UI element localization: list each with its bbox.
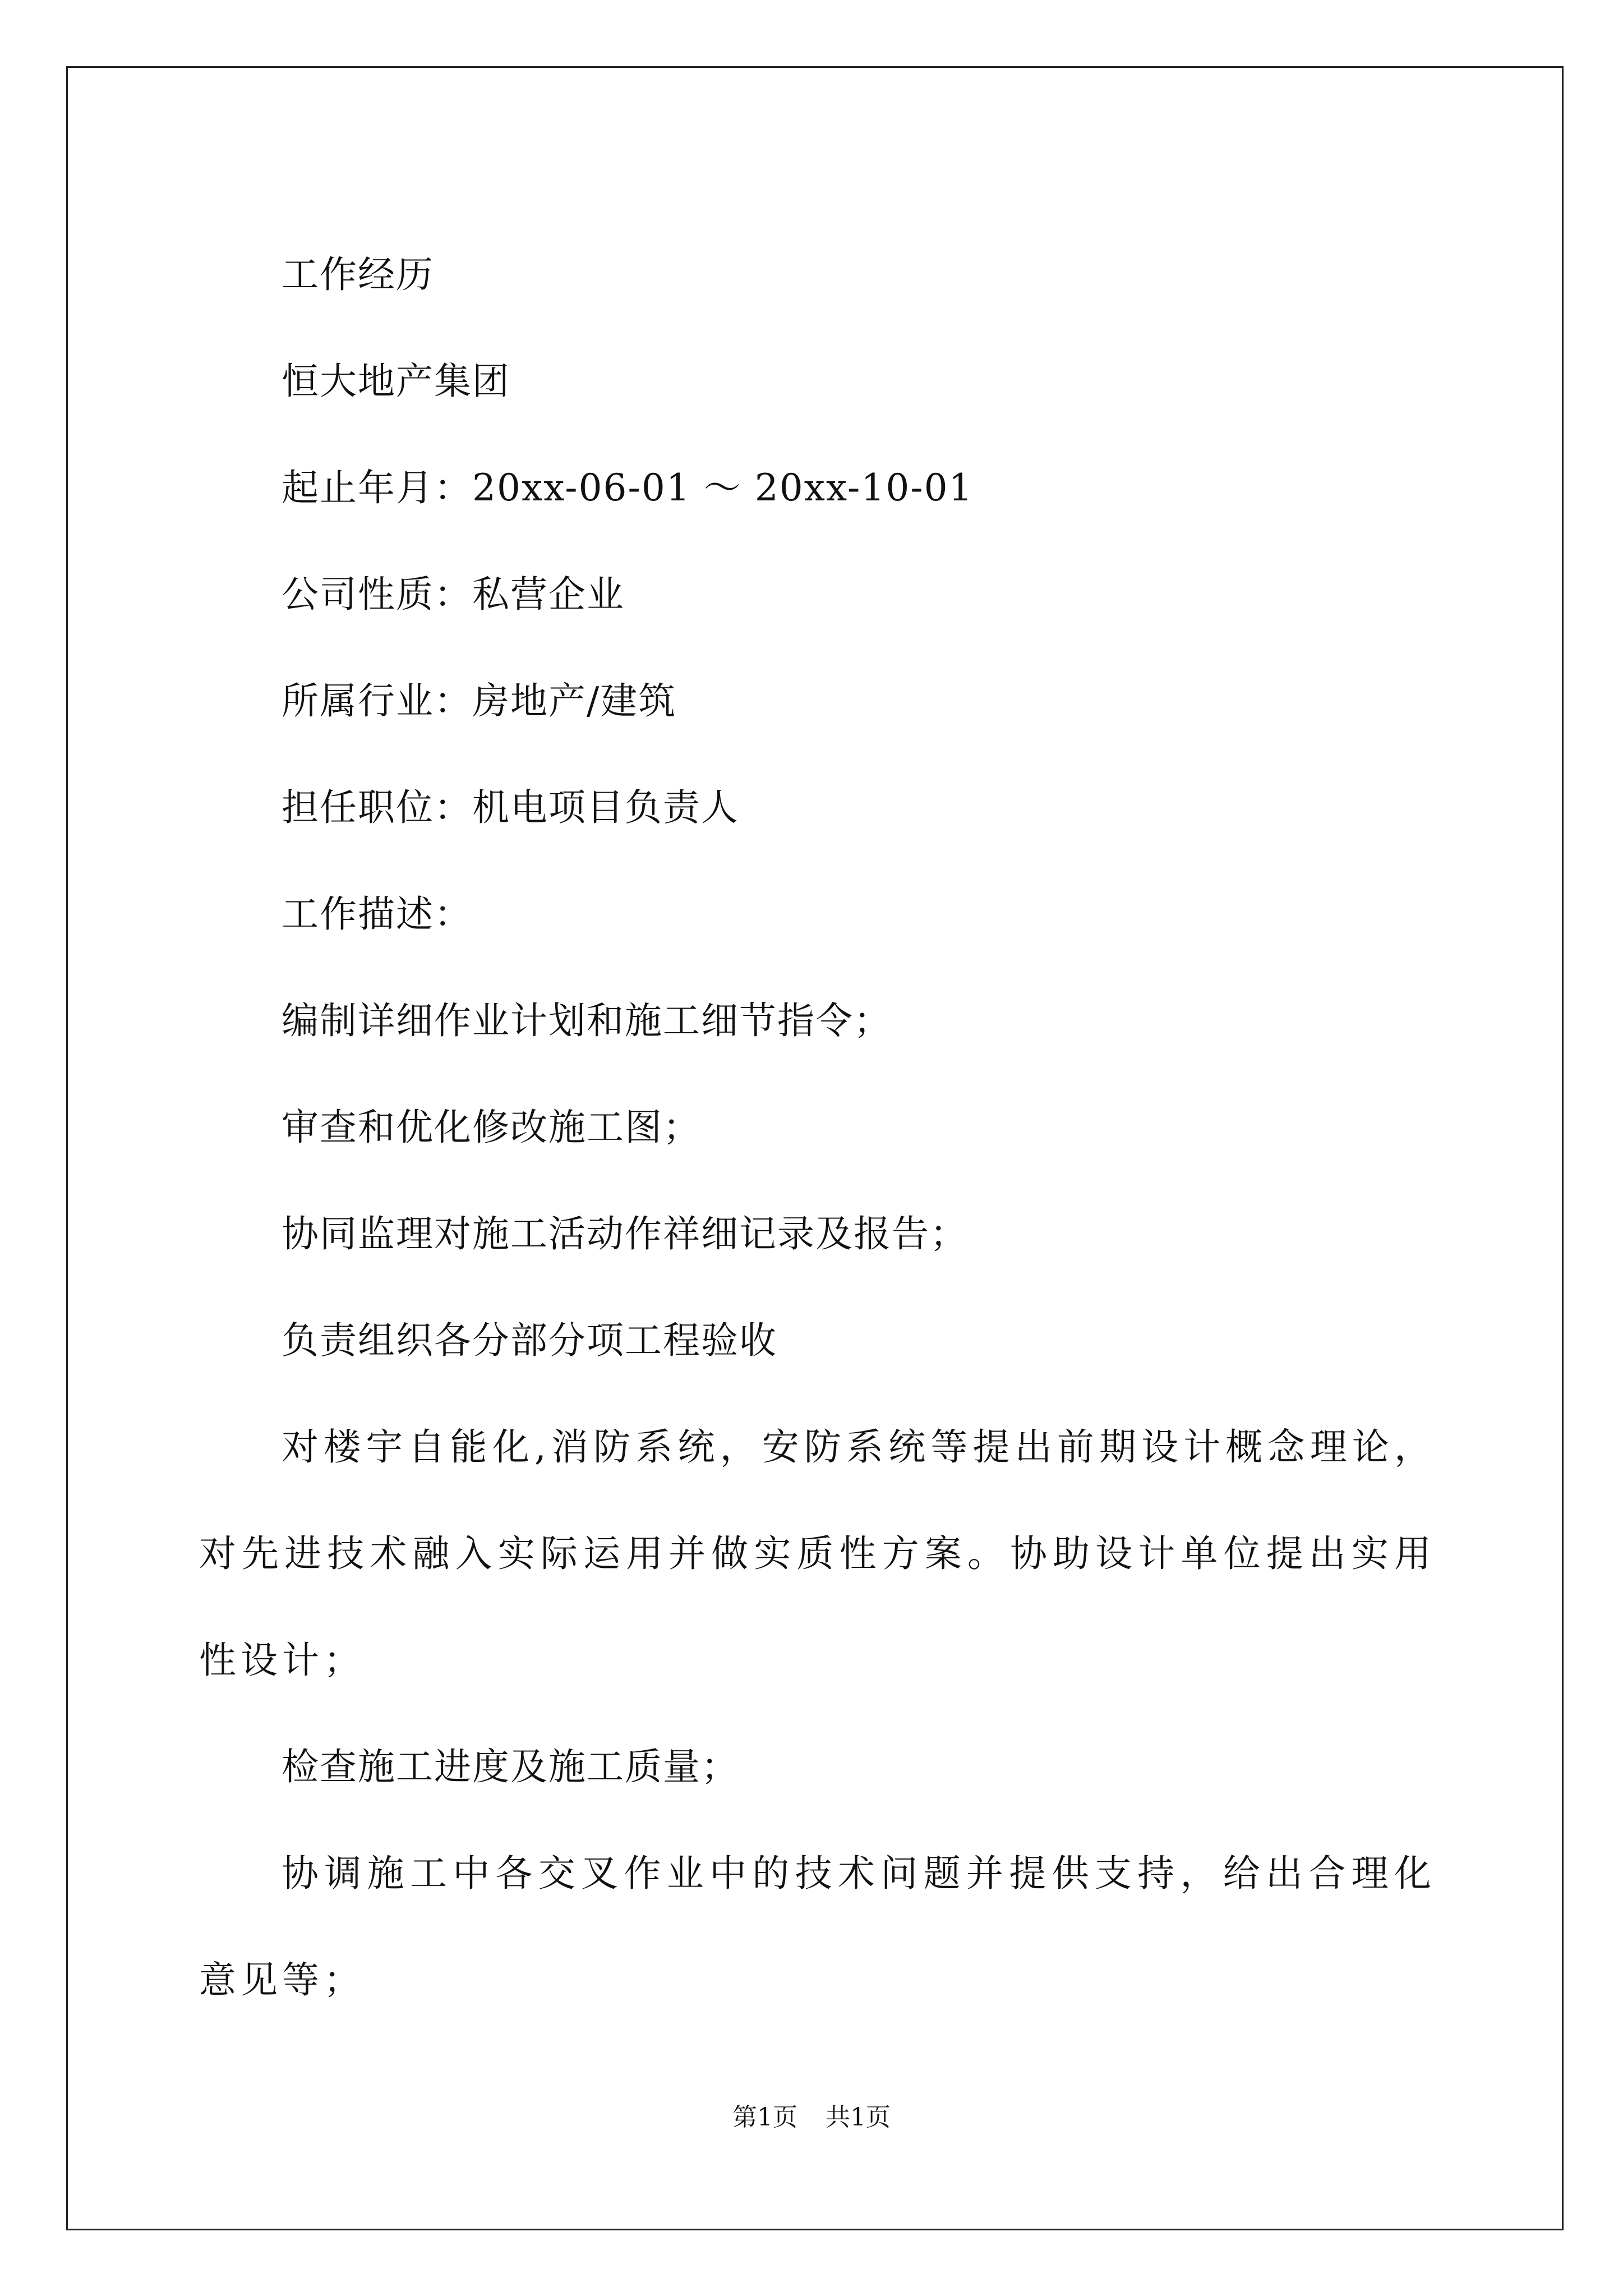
description-heading: 工作描述：: [282, 892, 472, 936]
duty-item: 编制详细作业计划和施工细节指令；: [282, 999, 892, 1042]
duty-paragraph: 协调施工中各交叉作业中的技术问题并提供支持，给出合理化意见等；: [199, 1852, 1436, 2001]
company-name: 恒大地产集团: [282, 360, 510, 403]
section-heading: 工作经历: [282, 253, 434, 296]
page-total: 共1页: [826, 2103, 891, 2132]
document-body: [199, 222, 1436, 2033]
duty-paragraph: 对楼宇自能化,消防系统，安防系统等提出前期设计概念理论，对先进技术融入实际运用并做实质性方案。协助设计单位提出实用性设计；: [199, 1425, 1436, 1682]
page-number: 第1页: [732, 2103, 797, 2132]
company-type: 公司性质：私营企业: [282, 573, 625, 616]
duty-item: 检查施工进度及施工质量；: [282, 1745, 739, 1788]
position: 担任职位：机电项目负责人: [282, 786, 739, 829]
industry: 所属行业：房地产/建筑: [282, 679, 677, 723]
duty-item: 负责组织各分部分项工程验收: [282, 1319, 777, 1362]
date-range: 起止年月：20xx-06-01 ～ 20xx-10-01: [282, 466, 974, 509]
duty-item: 审查和优化修改施工图；: [282, 1106, 701, 1149]
duty-item: 协同监理对施工活动作祥细记录及报告；: [282, 1212, 968, 1255]
page-footer: [0, 2101, 1623, 2134]
